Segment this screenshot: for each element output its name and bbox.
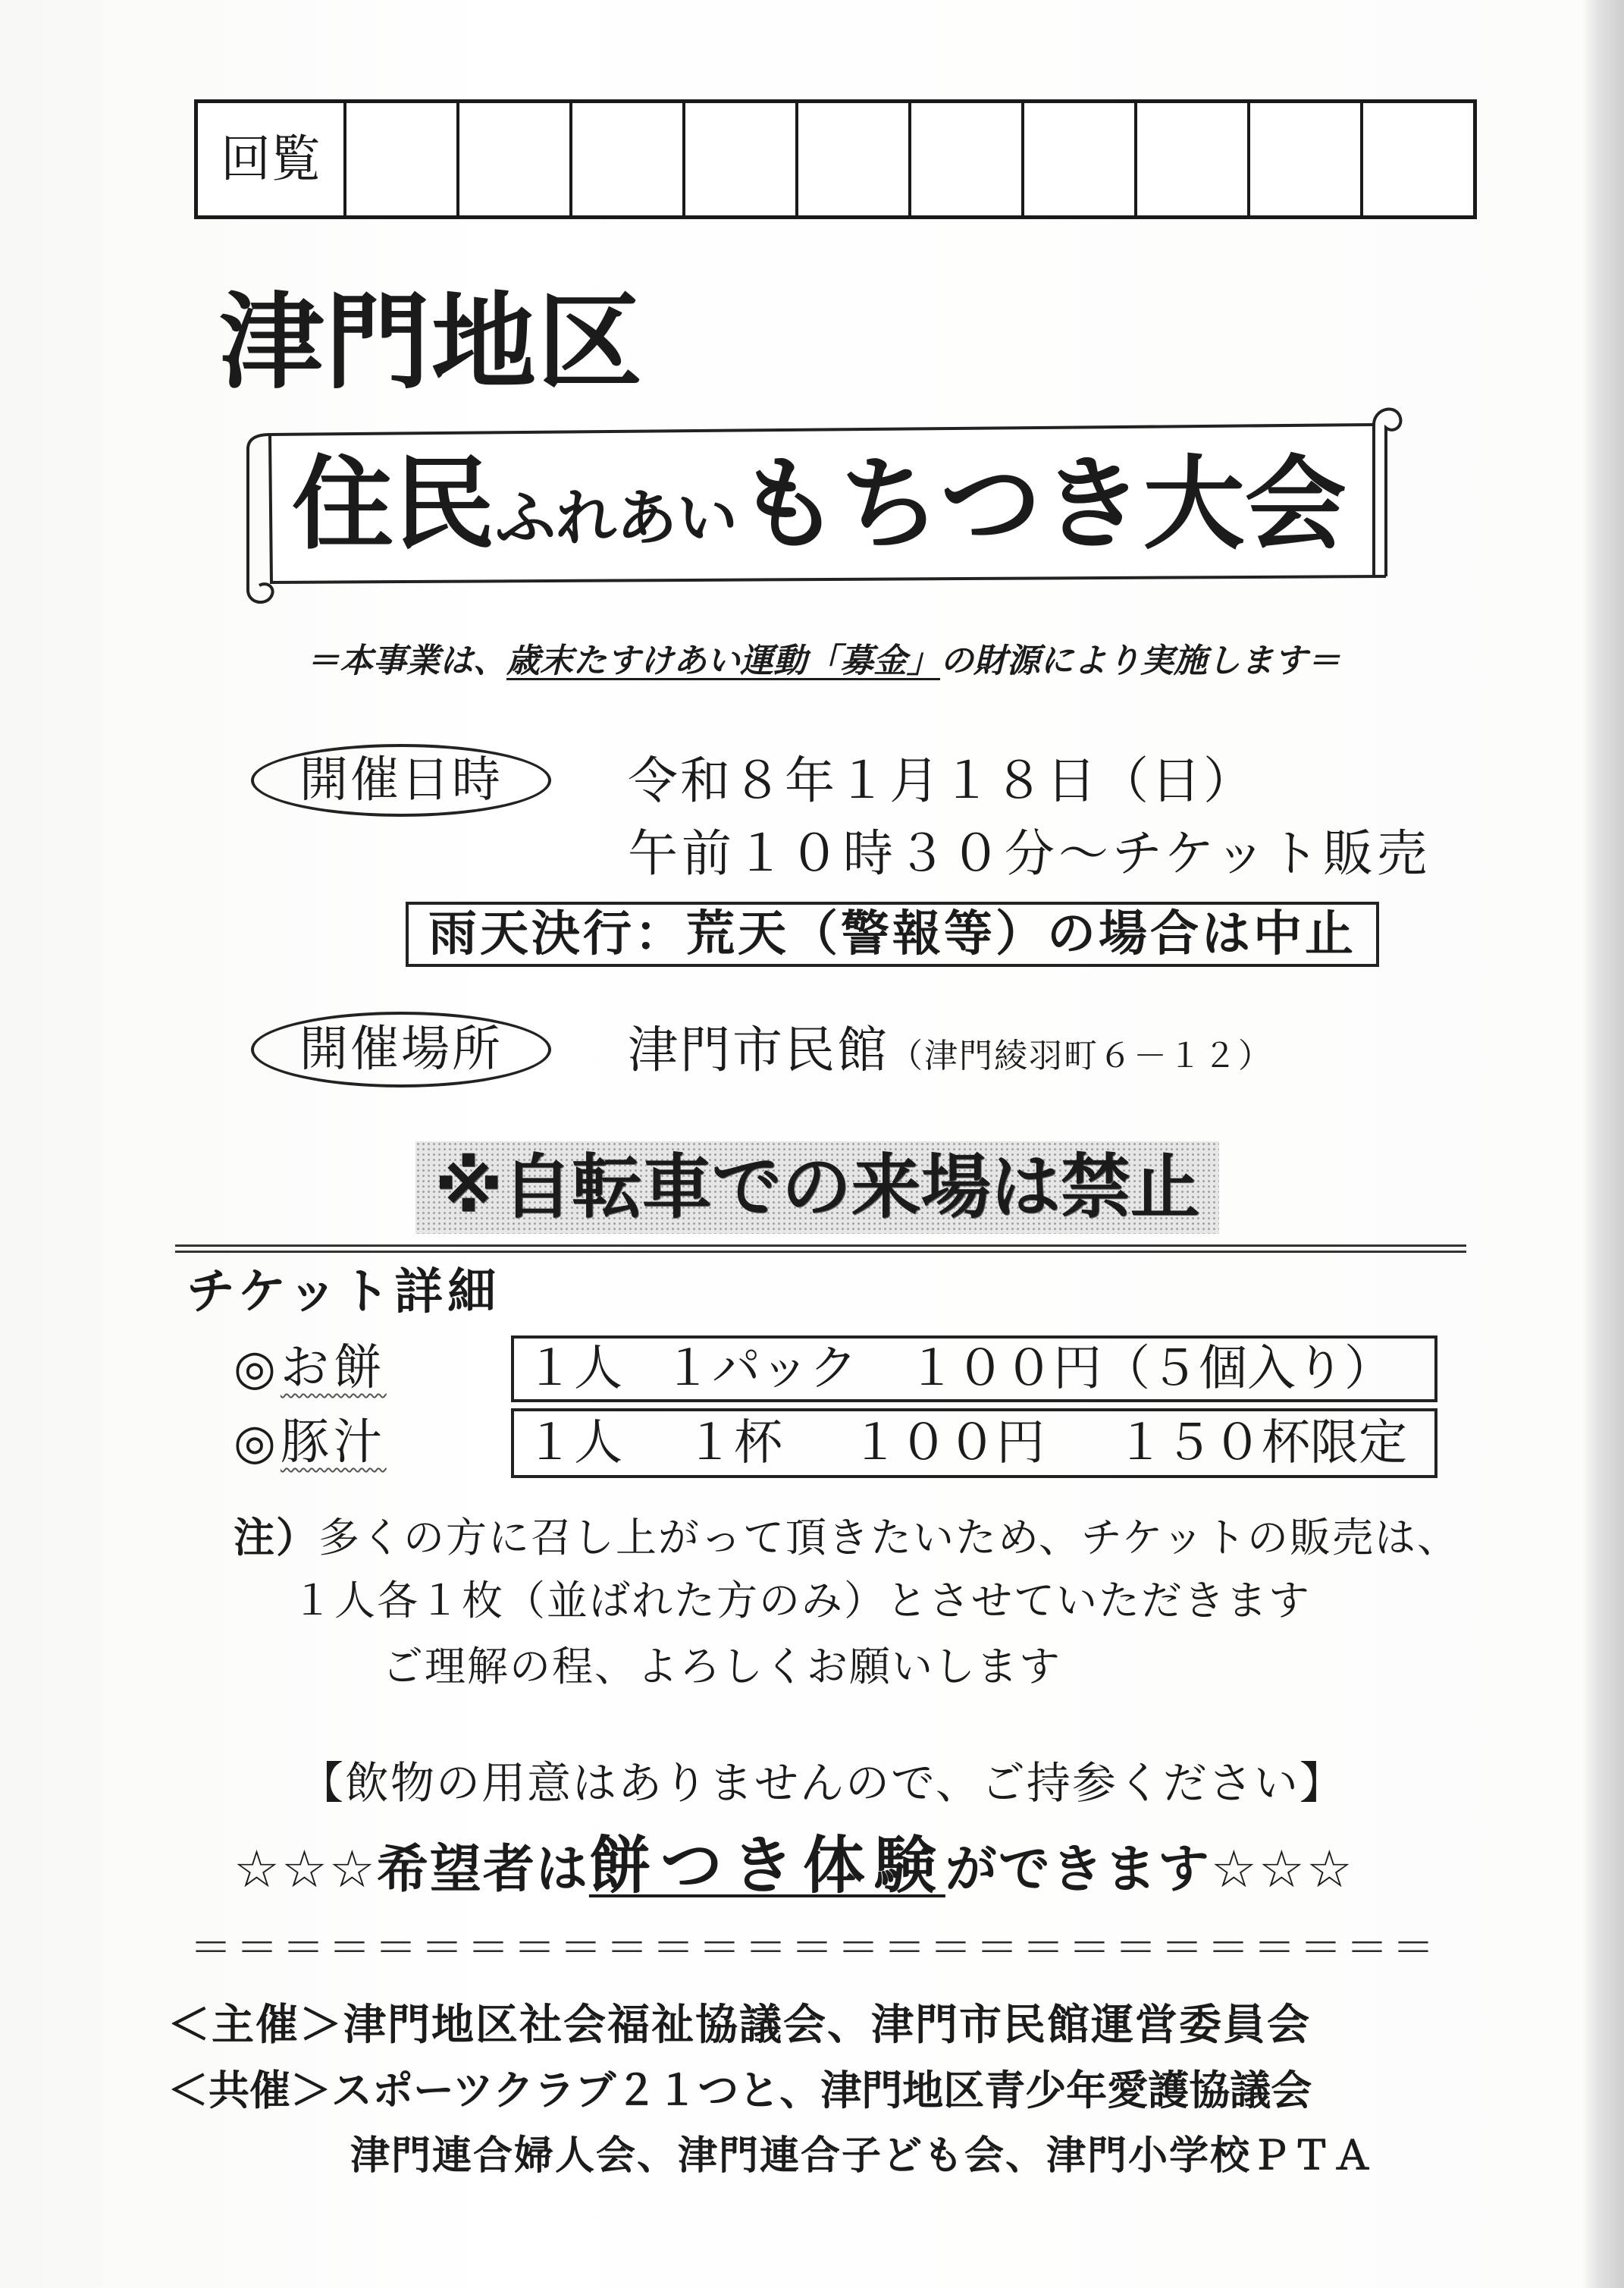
stamp-cell: [1250, 103, 1363, 215]
venue-name: 津門市民館: [628, 1021, 889, 1079]
bullet-mark: ◎: [234, 1414, 281, 1470]
ticket-detail: １００円: [851, 1415, 1045, 1471]
ticket-detail: １パック: [663, 1341, 857, 1397]
ticket-note-line: １人各１枚（並ばれた方のみ）とさせていただきます: [292, 1577, 1311, 1624]
experience-notice: [234, 1830, 1354, 1902]
event-date: 令和８年１月１８日（日）: [628, 752, 1256, 810]
stamp-cell: [685, 103, 798, 215]
district-title: 津門地区: [219, 281, 644, 403]
separator-line: ＝＝＝＝＝＝＝＝＝＝＝＝＝＝＝＝＝＝＝＝＝＝＝＝＝＝＝: [190, 1924, 1438, 1973]
venue-label: 開催場所: [251, 1012, 551, 1088]
weather-notice: 雨天決行：荒天（警報等）の場合は中止: [406, 902, 1379, 967]
host-organizers: [168, 2001, 1311, 2050]
ticket-item-label: 豚汁: [280, 1414, 387, 1470]
event-title-fureai: ふれあい: [495, 483, 738, 554]
stamp-cell: [1137, 103, 1250, 215]
host-names: 津門地区社会福祉協議会、津門市民館運営委員会: [343, 2001, 1311, 2050]
ticket-detail: １杯: [685, 1415, 782, 1471]
cohost-organizers-continued: 津門連合婦人会、津門連合子ども会、津門小学校ＰＴＡ: [350, 2133, 1375, 2179]
ticket-item-mochi: [234, 1340, 387, 1396]
cohost-names: スポーツクラブ２１つと、津門地区青少年愛護協議会: [331, 2067, 1312, 2114]
event-title-residents: 住民: [292, 445, 496, 563]
funding-note-prefix: ＝本事業は、: [306, 642, 506, 680]
schedule-label: 開催日時: [251, 744, 551, 817]
ticket-item-label: お餅: [280, 1340, 387, 1396]
circulation-label: 回覧: [198, 103, 346, 215]
section-divider: [175, 1244, 1466, 1253]
event-title-mochitsuki: もちつき大会: [738, 445, 1347, 563]
experience-highlight: 餅つき体験: [588, 1830, 945, 1902]
funding-note-emphasis: 歳末たすけあい運動「募金」: [506, 642, 940, 680]
stamp-cell: [911, 103, 1024, 215]
ticket-detail: １人: [525, 1341, 622, 1397]
note-prefix: 注）: [234, 1514, 318, 1561]
event-title: [292, 445, 1347, 563]
experience-suffix: ができます☆☆☆: [945, 1840, 1354, 1900]
ticket-heading: チケット詳細: [187, 1264, 501, 1320]
event-time: 午前１０時３０分～チケット販売: [628, 824, 1431, 883]
bullet-mark: ◎: [234, 1340, 281, 1396]
cohost-organizers: [168, 2067, 1312, 2114]
scroll-banner-left-inner: [270, 435, 271, 584]
venue-info: [628, 1021, 1273, 1079]
ticket-details-tonjiru: [511, 1408, 1437, 1478]
funding-note: [306, 642, 1340, 680]
circulation-stamp-table: [194, 99, 1477, 219]
experience-prefix: ☆☆☆希望者は: [234, 1840, 589, 1900]
ticket-detail: １５０杯限定: [1116, 1415, 1407, 1471]
stamp-cell: [459, 103, 572, 215]
bicycle-notice: ※自転車での来場は禁止: [415, 1141, 1219, 1234]
stamp-cell: [346, 103, 459, 215]
cohost-label: ＜共催＞: [168, 2067, 331, 2114]
host-label: ＜主催＞: [168, 2001, 343, 2050]
funding-note-suffix: の財源により実施します＝: [940, 642, 1340, 680]
stamp-cell: [1363, 103, 1473, 215]
stamp-cell: [798, 103, 911, 215]
ticket-note-line: ご理解の程、よろしくお願いします: [382, 1643, 1061, 1690]
ticket-details-mochi: [511, 1335, 1437, 1402]
stamp-cell: [1024, 103, 1137, 215]
stamp-cell: [572, 103, 685, 215]
ticket-detail: １人: [525, 1415, 622, 1471]
ticket-note-line: [234, 1514, 1459, 1561]
ticket-detail: １００円（５個入り）: [908, 1341, 1393, 1397]
venue-address: （津門綾羽町６－１２）: [889, 1037, 1273, 1075]
note-text: 多くの方に召し上がって頂きたいため、チケットの販売は、: [318, 1514, 1459, 1561]
drinks-notice: 【飲物の用意はありませんので、ご持参ください】: [299, 1757, 1345, 1809]
ticket-item-tonjiru: [234, 1414, 387, 1470]
